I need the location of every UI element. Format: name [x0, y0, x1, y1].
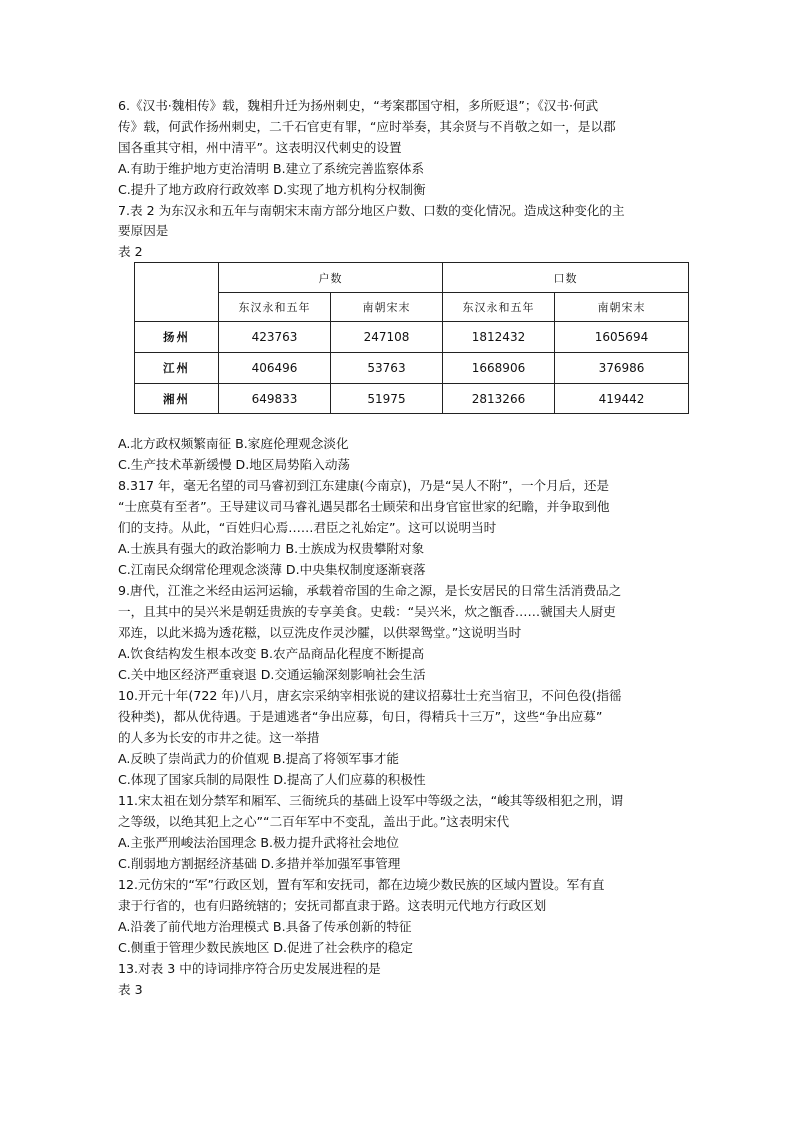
cell-value: 1605694: [555, 322, 689, 353]
cell-value: 53763: [331, 353, 443, 384]
q8-stem-line-1: 8.317 年，毫无名望的司马睿初到江东建康(今南京)，乃是“吴人不附”，一个月后，还是: [118, 478, 610, 493]
cell-value: 2813266: [443, 384, 555, 414]
header-households-donghan: 东汉永和五年: [219, 293, 331, 322]
q8-stem-line-3: 们的支持。从此，“百姓归心焉……君臣之礼始定”。这可以说明当时: [118, 520, 497, 535]
cell-value: 247108: [331, 322, 443, 353]
q6-stem-line-1: 6.《汉书·魏相传》载，魏相升迁为扬州刺史，“考案郡国守相，多所贬退”；《汉书·何武: [118, 98, 599, 113]
header-population-nanchao: 南朝宋末: [555, 293, 689, 322]
table-row: [135, 384, 689, 414]
q11-stem-line-1: 11.宋太祖在划分禁军和厢军、三衙统兵的基础上设军中等级之法，“峻其等级相犯之刑，谓: [118, 793, 624, 808]
q10-stem-line-3: 的人多为长安的市井之徒。这一举措: [118, 730, 320, 745]
row-region: 江州: [135, 353, 219, 384]
q7-stem-line-2: 要原因是: [118, 223, 169, 238]
q6-stem-line-2: 传》载，何武作扬州刺史，二千石官吏有罪，“应时举奏，其余贤与不肖敬之如一，是以郡: [118, 119, 616, 134]
q9-options-cd: C.关中地区经济严重衰退 D.交通运输深刻影响社会生活: [118, 667, 426, 682]
q8-options-ab: A.士族具有强大的政治影响力 B.士族成为权贵攀附对象: [118, 541, 425, 556]
q8-stem-line-2: “士庶莫有至者”。王导建议司马睿礼遇吴郡名士顾荣和出身官宦世家的纪瞻，并争取到他: [118, 499, 610, 514]
cell-value: 376986: [555, 353, 689, 384]
row-region: 扬州: [135, 322, 219, 353]
q9-options-ab: A.饮食结构发生根本改变 B.农产品商品化程度不断提高: [118, 646, 425, 661]
q6-options-cd: C.提升了地方政府行政效率 D.实现了地方机构分权制衡: [118, 182, 426, 197]
q11-options-cd: C.削弱地方割据经济基础 D.多措并举加强军事管理: [118, 856, 401, 871]
q10-stem-line-2: 役种类)，都从优待遇。于是逋逃者“争出应募，旬日，得精兵十三万”，这些“争出应募”: [118, 709, 603, 724]
cell-value: 649833: [219, 384, 331, 414]
q10-options-cd: C.体现了国家兵制的局限性 D.提高了人们应募的积极性: [118, 772, 426, 787]
table-2-label: 表 2: [118, 244, 143, 259]
cell-value: 423763: [219, 322, 331, 353]
table-corner-cell: [135, 263, 219, 322]
row-region: 湘州: [135, 384, 219, 414]
q13-stem-line-1: 13.对表 3 中的诗词排序符合历史发展进程的是: [118, 961, 381, 976]
q12-options-ab: A.沿袭了前代地方治理模式 B.具备了传承创新的特征: [118, 919, 412, 934]
cell-value: 1812432: [443, 322, 555, 353]
header-households: 户数: [219, 263, 443, 293]
q7-options-ab: A.北方政权频繁南征 B.家庭伦理观念淡化: [118, 436, 349, 451]
header-households-nanchao: 南朝宋末: [331, 293, 443, 322]
cell-value: 419442: [555, 384, 689, 414]
table-row: [135, 322, 689, 353]
header-population: 口数: [443, 263, 689, 293]
q9-stem-line-3: 邓连，以此米捣为透花糍，以豆洗皮作灵沙臛，以供翠鸳堂。”这说明当时: [118, 625, 522, 640]
q9-stem-line-1: 9.唐代，江淮之米经由运河运输，承载着帝国的生命之源，是长安居民的日常生活消费品之: [118, 583, 622, 598]
table-row: [135, 353, 689, 384]
q10-options-ab: A.反映了崇尚武力的价值观 B.提高了将领军事才能: [118, 751, 399, 766]
cell-value: 1668906: [443, 353, 555, 384]
q11-stem-line-2: 之等级，以绝其犯上之心”“二百年军中不变乱，盖出于此。”这表明宋代: [118, 814, 510, 829]
q12-stem-line-2: 隶于行省的，也有归路统辖的；安抚司都直隶于路。这表明元代地方行政区划: [118, 898, 547, 913]
cell-value: 406496: [219, 353, 331, 384]
q12-stem-line-1: 12.元仿宋的“军”行政区划，置有军和安抚司，都在边境少数民族的区域内置设。军有直: [118, 877, 605, 892]
q8-options-cd: C.江南民众纲常伦理观念淡薄 D.中央集权制度逐渐衰落: [118, 562, 426, 577]
table-2: [134, 262, 689, 414]
header-population-donghan: 东汉永和五年: [443, 293, 555, 322]
q6-options-ab: A.有助于维护地方吏治清明 B.建立了系统完善监察体系: [118, 161, 425, 176]
q11-options-ab: A.主张严刑峻法治国理念 B.极力提升武将社会地位: [118, 835, 399, 850]
table-3-label: 表 3: [118, 982, 143, 997]
cell-value: 51975: [331, 384, 443, 414]
q7-stem-line-1: 7.表 2 为东汉永和五年与南朝宋末南方部分地区户数、口数的变化情况。造成这种变化的主: [118, 203, 625, 218]
q7-options-cd: C.生产技术革新缓慢 D.地区局势陷入动荡: [118, 457, 351, 472]
q12-options-cd: C.侧重于管理少数民族地区 D.促进了社会秩序的稳定: [118, 940, 413, 955]
q9-stem-line-2: 一，且其中的吴兴米是朝廷贵族的专享美食。史载：“吴兴米，炊之甑香……虢国夫人厨吏: [118, 604, 616, 619]
q6-stem-line-3: 国各重其守相，州中清平”。这表明汉代刺史的设置: [118, 140, 402, 155]
q10-stem-line-1: 10.开元十年(722 年)八月，唐玄宗采纳宰相张说的建议招募壮士充当宿卫，不问色役(指徭: [118, 688, 622, 703]
